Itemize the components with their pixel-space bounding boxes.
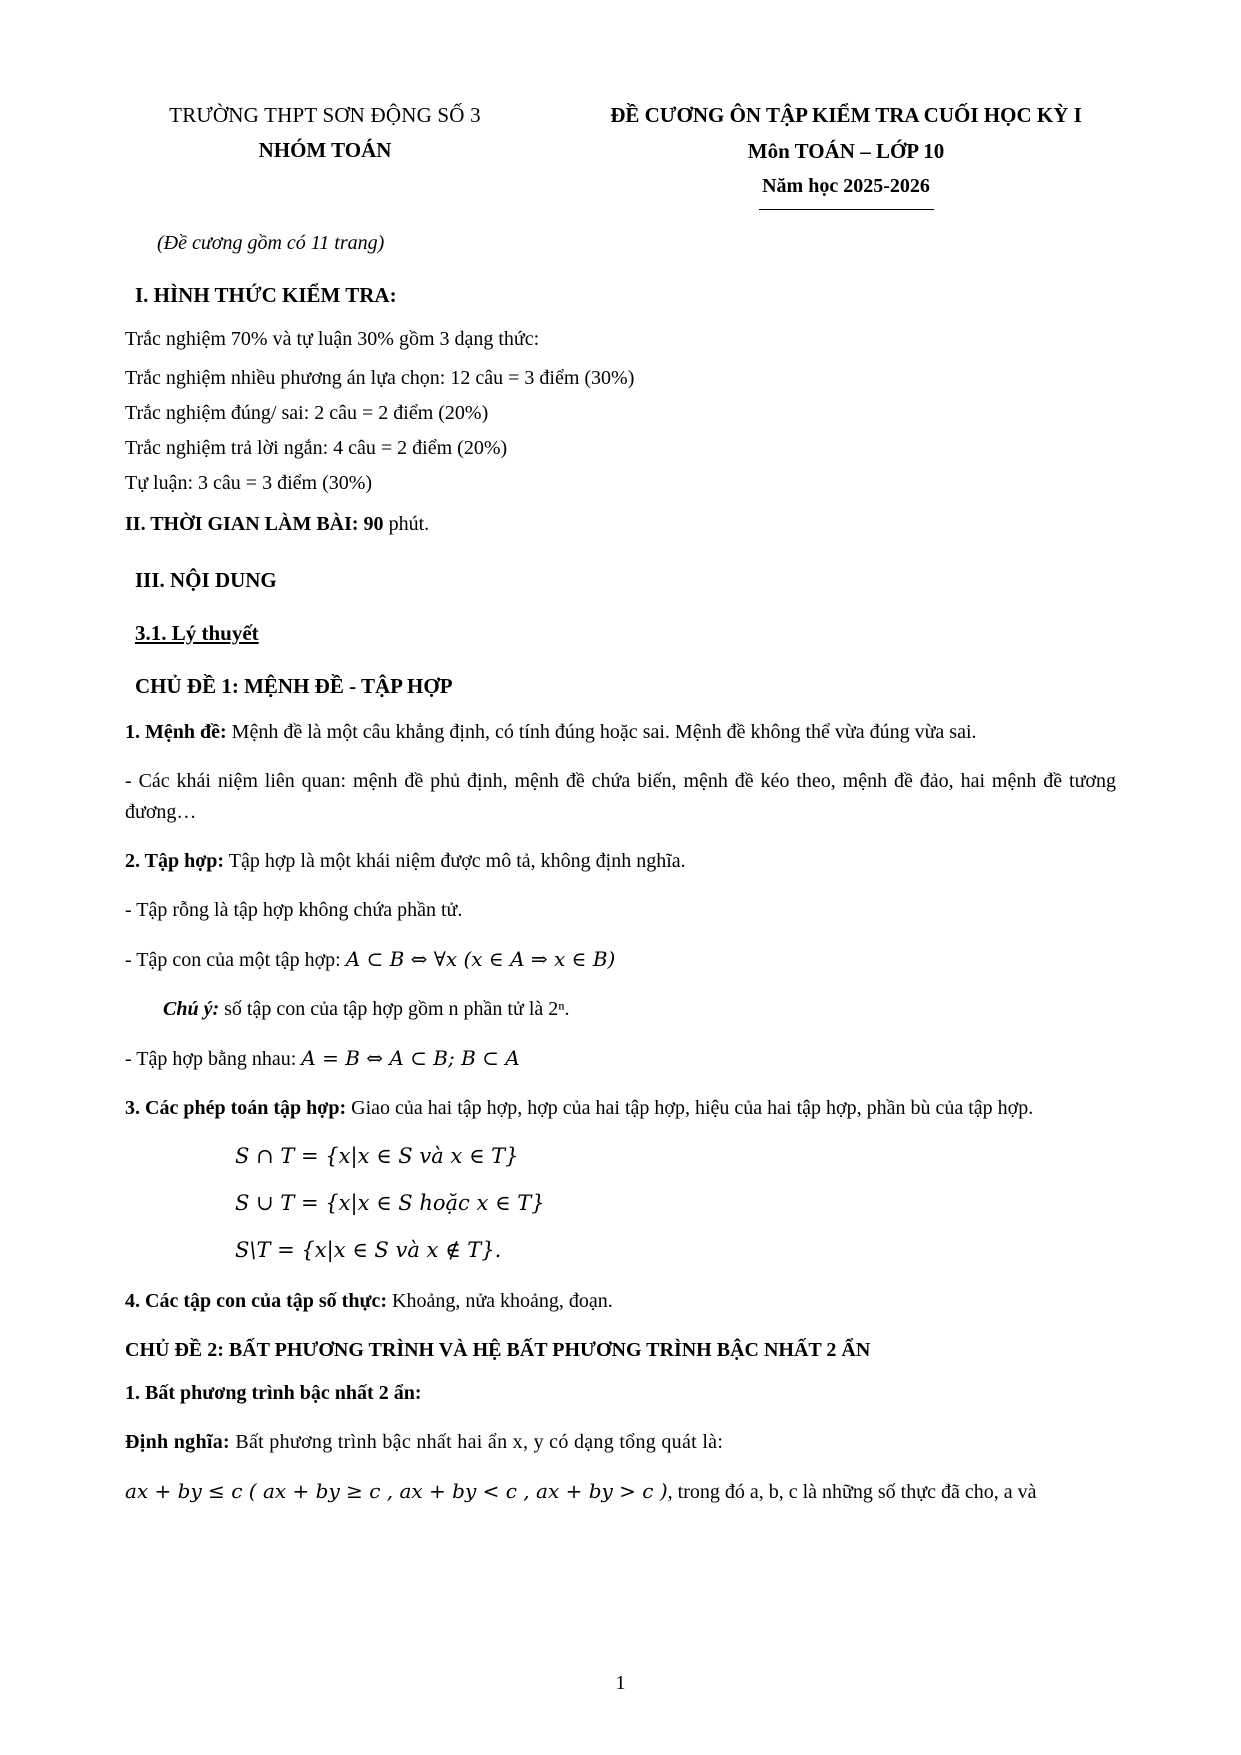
document-header xyxy=(125,95,1116,210)
note-text: số tập con của tập hợp gồm n phần tử là 2ⁿ. xyxy=(219,998,570,1020)
topic-2-title: CHỦ ĐỀ 2: BẤT PHƯƠNG TRÌNH VÀ HỆ BẤT PHƯƠNG TRÌNH BẬC NHẤT 2 ẨN xyxy=(125,1339,871,1362)
topic1-paragraph-4: - Tập rỗng là tập hợp không chứa phần tử. xyxy=(125,899,463,921)
topic1-paragraph-8 xyxy=(125,1093,1116,1124)
difference-formula: S\T = {x|x ∈ S và x ∉ T}. xyxy=(235,1237,502,1262)
definition-label: Định nghĩa: xyxy=(125,1431,231,1454)
topic1-note xyxy=(163,994,1116,1025)
topic1-p1-label: 1. Mệnh đề: xyxy=(125,721,227,743)
section-1-intro: Trắc nghiệm 70% và tự luận 30% gồm 3 dạng thức: xyxy=(125,328,540,350)
topic1-p8-text: Giao của hai tập hợp, hợp của hai tập hợp, hiệu của hai tập hợp, phần bù của tập hợp. xyxy=(346,1097,1034,1119)
topic1-p5-text: - Tập con của một tập hợp: xyxy=(125,949,346,971)
topic1-p9-label: 4. Các tập con của tập số thực: xyxy=(125,1290,387,1313)
topic1-p8-label: 3. Các phép toán tập hợp: xyxy=(125,1097,347,1119)
topic1-p1-text: Mệnh đề là một câu khẳng định, có tính đúng hoặc sai. Mệnh đề không thể vừa đúng vừa sai. xyxy=(226,721,977,743)
exam-format-item: Trắc nghiệm trả lời ngắn: 4 câu = 2 điểm (20%) xyxy=(125,437,508,459)
inequality-formula: ax + by ≤ c ( ax + by ≥ c , ax + by < c , ax + by > c ) xyxy=(125,1479,668,1504)
intersection-formula: S ∩ T = {x|x ∈ S và x ∈ T} xyxy=(235,1144,519,1168)
exam-format-item: Tự luận: 3 câu = 3 điểm (30%) xyxy=(125,472,373,494)
topic1-p3-label: 2. Tập hợp: xyxy=(125,850,225,872)
pages-note: (Đề cương gồm có 11 trang) xyxy=(157,232,385,254)
group-name: NHÓM TOÁN xyxy=(258,138,392,162)
subsection-3-1-title: 3.1. Lý thuyết xyxy=(135,621,259,645)
topic2-item-1: 1. Bất phương trình bậc nhất 2 ẩn: xyxy=(125,1382,422,1405)
document-school-year: Năm học 2025-2026 xyxy=(762,175,930,197)
topic1-p9-text: Khoảng, nửa khoảng, đoạn. xyxy=(387,1290,613,1313)
topic1-paragraph-2: - Các khái niệm liên quan: mệnh đề phủ định, mệnh đề chứa biến, mệnh đề kéo theo, mệnh đề đảo, hai mệnh đề tương đương… xyxy=(125,770,1116,823)
topic-1-title: CHỦ ĐỀ 1: MỆNH ĐỀ - TẬP HỢP xyxy=(135,674,453,698)
section-3-title: III. NỘI DUNG xyxy=(135,568,277,592)
topic1-paragraph-7 xyxy=(125,1043,1116,1075)
header-right-block xyxy=(576,95,1116,210)
topic1-p3-text: Tập hợp là một khái niệm được mô tả, không định nghĩa. xyxy=(224,850,686,872)
set-operations-formulas xyxy=(235,1138,1116,1268)
note-label: Chú ý: xyxy=(163,998,220,1020)
section-1-title: I. HÌNH THỨC KIỂM TRA: xyxy=(135,283,397,307)
topic1-p7-text: - Tập hợp bằng nhau: xyxy=(125,1048,302,1070)
topic2-definition xyxy=(125,1427,1116,1458)
inequality-trailing-text: , trong đó a, b, c là những số thực đã cho, a và xyxy=(667,1481,1037,1504)
topic1-paragraph-1 xyxy=(125,717,1116,748)
section-2-title-rest: phút. xyxy=(383,513,430,535)
exam-format-item: Trắc nghiệm đúng/ sai: 2 câu = 2 điểm (20%) xyxy=(125,402,489,424)
page-number: 1 xyxy=(615,1672,626,1694)
equal-sets-formula: A = B ⇔ A ⊂ B; B ⊂ A xyxy=(301,1046,520,1070)
subset-formula: A ⊂ B ⇔ ∀x (x ∈ A ⇒ x ∈ B) xyxy=(345,947,616,971)
topic1-paragraph-5 xyxy=(125,944,1116,976)
document-subject: Môn TOÁN – LỚP 10 xyxy=(747,139,945,163)
topic2-general-form xyxy=(125,1476,1116,1508)
document-title: ĐỀ CƯƠNG ÔN TẬP KIỂM TRA CUỐI HỌC KỲ I xyxy=(610,103,1082,127)
header-left-block xyxy=(125,95,525,163)
topic1-paragraph-3 xyxy=(125,846,1116,877)
section-2-title xyxy=(125,509,1116,540)
school-name: TRƯỜNG THPT SƠN ĐỘNG SỐ 3 xyxy=(169,103,481,127)
header-divider xyxy=(759,209,934,210)
exam-format-item: Trắc nghiệm nhiều phương án lựa chọn: 12 câu = 3 điểm (30%) xyxy=(125,367,635,389)
section-2-title-bold: II. THỜI GIAN LÀM BÀI: 90 xyxy=(125,513,384,535)
definition-text: Bất phương trình bậc nhất hai ẩn x, y có dạng tổng quát là: xyxy=(230,1431,724,1454)
union-formula: S ∪ T = {x|x ∈ S hoặc x ∈ T} xyxy=(235,1190,545,1215)
topic1-paragraph-9 xyxy=(125,1286,1116,1317)
